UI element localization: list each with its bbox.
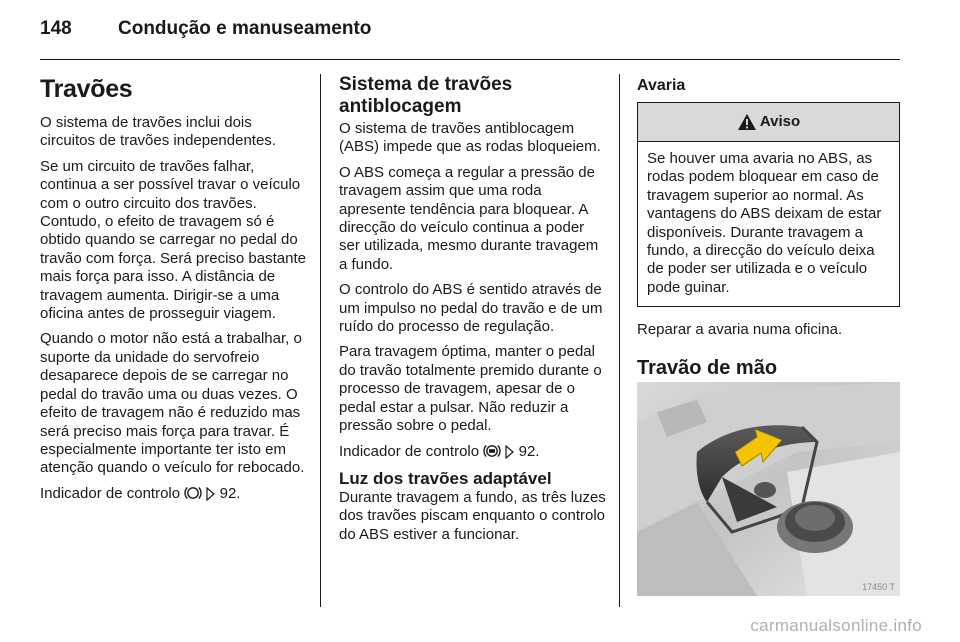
paragraph: O controlo do ABS é sentido através de um impulso no pedal do travão e de um ruído do processo de regulação. xyxy=(339,281,603,336)
indicator-text: Indicador de controlo xyxy=(339,442,480,460)
indicator-text: Indicador de controlo xyxy=(40,484,181,502)
paragraph: Para travagem óptima, manter o pedal do travão totalmente premido durante o processo de travagem, apesar de o pedal estar a pulsar. Não reduzir a pressão sobre o pedal. xyxy=(339,343,602,435)
column-divider xyxy=(619,74,620,607)
abs-warning-icon xyxy=(483,443,501,459)
section-title-fault: Avaria xyxy=(637,77,686,94)
paragraph: O sistema de travões antiblocagem (ABS) impede que as rodas bloqueiem. xyxy=(339,120,601,156)
indicator-page-ref[interactable]: 92. xyxy=(518,442,540,460)
column-abs xyxy=(339,74,609,551)
page-number: 148 xyxy=(40,18,72,39)
paragraph: Durante travagem a fundo, as três luzes dos travões piscam enquanto o controlo do ABS estiver a funcionar. xyxy=(339,488,606,543)
column-fault xyxy=(637,74,900,394)
column-divider xyxy=(320,74,321,607)
column-brakes xyxy=(40,74,306,510)
paragraph: Se um circuito de travões falhar, continua a ser possível travar o veículo com o outro circuito dos travões. Contudo, o efeito de travagem só é obtido quando se carregar no pedal do travão com força. Será preciso bastante mais força para isso. A distância de travagem aumenta. Dirigir-se a uma oficina antes de prosseguir viagem. xyxy=(40,157,306,323)
chapter-title: Condução e manuseamento xyxy=(118,18,372,39)
paragraph: O sistema de travões inclui dois circuitos de travões independentes. xyxy=(40,114,276,150)
page-reference-icon xyxy=(505,445,514,459)
page-header xyxy=(40,14,371,44)
subsection-title-adaptive-brake-lights: Luz dos travões adaptável xyxy=(339,468,552,488)
paragraph: Quando o motor não está a trabalhar, o suporte da unidade do servofreio desaparece depois de se carregar no pedal do travão uma ou duas vezes. O efeito de travagem não é reduzido mas será preciso mais força para travar. É especialmente importante ter isto em atenção quando o veículo for rebocado. xyxy=(40,330,305,477)
indicator-line xyxy=(339,443,609,461)
indicator-page-ref[interactable]: 92. xyxy=(219,484,241,502)
warning-triangle-icon xyxy=(737,113,757,131)
indicator-line xyxy=(40,485,306,503)
warning-box xyxy=(637,102,900,307)
section-title-handbrake: Travão de mão xyxy=(637,356,778,379)
watermark: carmanualsonline.info xyxy=(750,616,922,635)
warning-text: Se houver uma avaria no ABS, as rodas podem bloquear em caso de travagem superior ao normal. As vantagens do ABS deixam de estar disponíveis. Durante travagem a fundo, a direcção do veículo deixa de poder ser utilizada e o veículo pode guinar. xyxy=(647,150,882,296)
photo-code: 17450 T xyxy=(862,582,895,592)
header-rule xyxy=(40,59,900,60)
section-title-abs: Sistema de travões antiblocagem xyxy=(339,74,513,117)
paragraph: Reparar a avaria numa oficina. xyxy=(637,321,843,339)
page-reference-icon xyxy=(206,487,215,501)
warning-header xyxy=(638,103,899,142)
section-title-brakes: Travões xyxy=(40,75,133,103)
warning-label: Aviso xyxy=(759,112,801,130)
paragraph: O ABS começa a regular a pressão de travagem assim que uma roda apresente tendência para bloquear. A direcção do veículo continua a poder ser utilizada, mesmo durante travagem a fundo. xyxy=(339,163,599,273)
handbrake-illustration xyxy=(637,382,900,596)
brake-warning-icon xyxy=(184,485,202,501)
